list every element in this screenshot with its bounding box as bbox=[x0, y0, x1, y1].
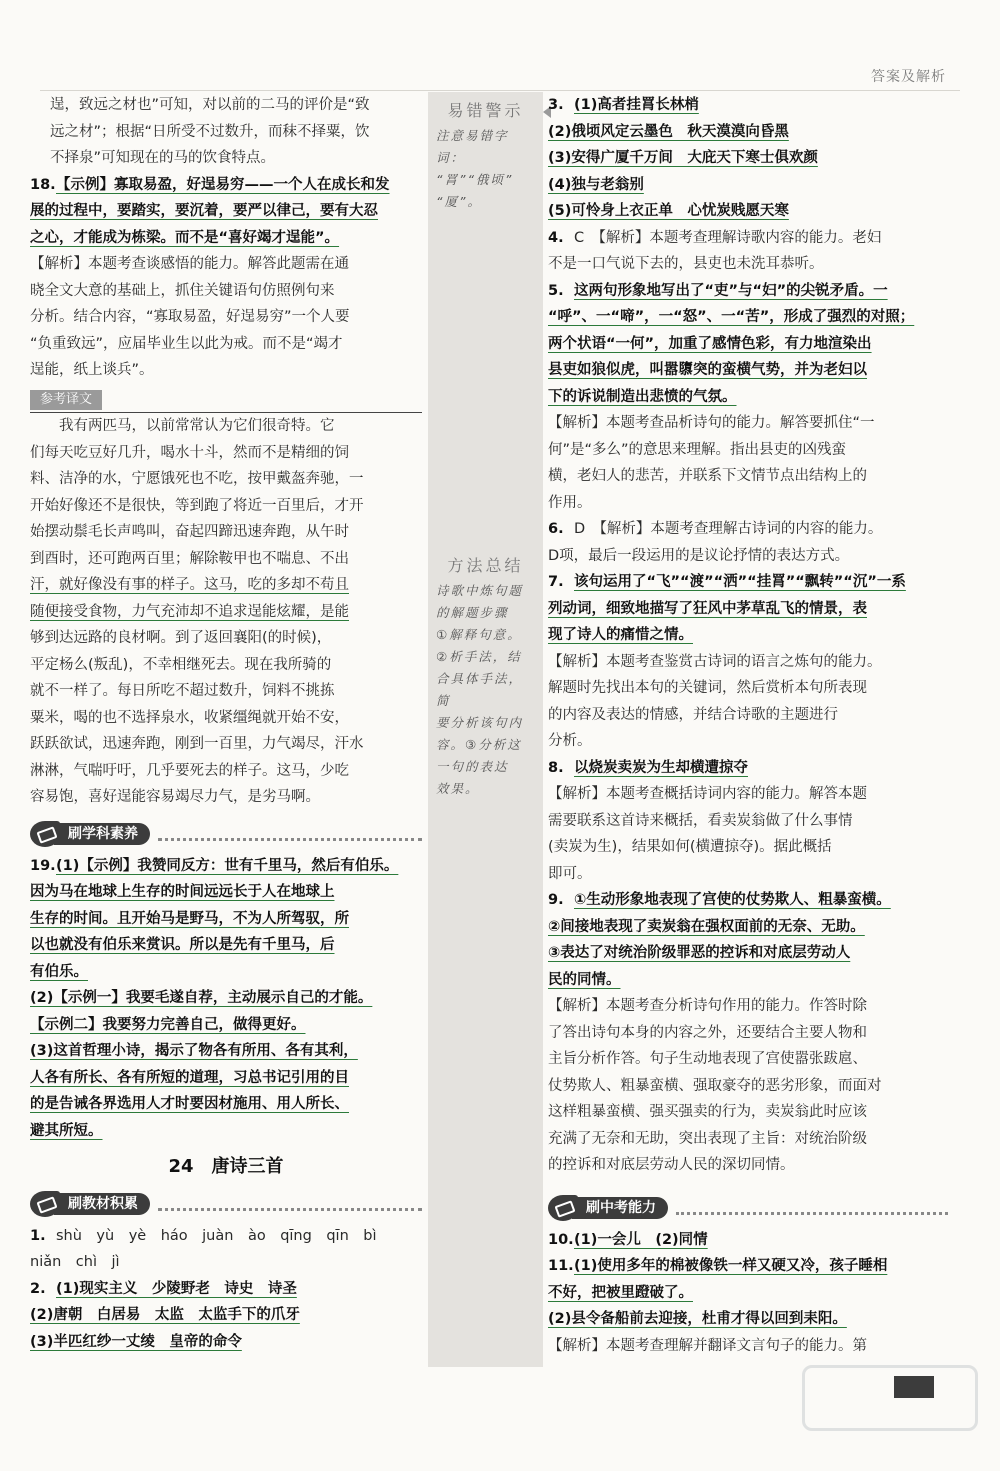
header-label: 答案及解析 bbox=[871, 69, 946, 85]
translation-line: 粟米，喝的也不选择泉水，收紧缰绳就开始不安， bbox=[30, 709, 349, 726]
tip-heading-errors: 易错警示 bbox=[447, 101, 524, 120]
answer-line: (1)【示例】我赞同反方：世有千里马，然后有伯乐。 bbox=[56, 857, 399, 874]
text-line: 远之材”；根据“日所受不过数升，而秣不择粟，饮 bbox=[50, 123, 370, 140]
tip-line: 要分析该句内 bbox=[436, 715, 524, 730]
answer-line: 【示例二】我要努力完善自己，做得更好。 bbox=[30, 1016, 306, 1033]
section-badge-literacy bbox=[30, 819, 422, 849]
question-number: 9. bbox=[548, 892, 564, 908]
answer-line: 【示例】寡取易盈，好逞易穷——一个人在成长和发 bbox=[56, 176, 390, 193]
analysis-line: 【解析】本题考查概括诗词内容的能力。解答本题 bbox=[548, 786, 867, 802]
analysis-line: 【解析】本题考查品析诗句的能力。解答要抓住“一 bbox=[548, 415, 875, 431]
answer-line: (5)可怜身上衣正单 心忧炭贱愿天寒 bbox=[548, 203, 789, 219]
question-number: 18. bbox=[30, 176, 56, 193]
answer-line: (2)【示例一】我要毛遂自荐，主动展示自己的才能。 bbox=[30, 990, 373, 1006]
q17-continuation bbox=[30, 92, 422, 172]
translation-line: 随便接受食物，力气充沛却不追求逞能炫耀，是能 bbox=[30, 603, 349, 620]
text-line: 不择泉”可知现在的马的饮食特点。 bbox=[50, 150, 276, 166]
tip-line: 合具体手法，简 bbox=[436, 671, 524, 708]
answer-line: ③表达了对统治阶级罪恶的控诉和对底层劳动人 bbox=[548, 945, 851, 961]
analysis-line: 不是一口气说下去的，县吏也未洗耳恭听。 bbox=[548, 256, 824, 272]
analysis-line: (卖炭为生)，结果如何(横遭掠夺)。据此概括 bbox=[548, 839, 832, 855]
analysis-line: 逞能，纸上谈兵”。 bbox=[30, 362, 154, 378]
pinyin-line: shù yù yè háo juàn ào qīng qīn bì bbox=[56, 1227, 377, 1244]
tip-body-errors bbox=[428, 121, 543, 217]
question-number: 5. bbox=[548, 282, 564, 299]
right-column bbox=[548, 92, 948, 1359]
question-number: 2. bbox=[30, 1280, 46, 1297]
answer-line: ②间接地表现了卖炭翁在强权面前的无奈、无助。 bbox=[548, 918, 865, 935]
translation-line: 容易饱，喜好逞能容易竭尽力气，是劣马啊。 bbox=[30, 789, 320, 805]
section-badge-textbook bbox=[30, 1189, 422, 1219]
analysis-line: 【解析】本题考查分析诗句作用的能力。作答时除 bbox=[548, 998, 867, 1014]
brush-icon bbox=[30, 821, 60, 847]
translation-line: 我有两匹马，以前常常认为它们很奇特。它 bbox=[59, 418, 335, 434]
left-column bbox=[30, 92, 422, 1355]
header-divider bbox=[40, 90, 960, 91]
translation-line: 料、洁净的水，宁愿饿死也不吃，按甲戴盔奔驰，一 bbox=[30, 471, 364, 487]
section-badge-exam bbox=[548, 1193, 948, 1223]
answer-line: 下的诉说制造出悲愤的气氛。 bbox=[548, 388, 737, 405]
tip-line: ①解释句意。 bbox=[436, 627, 522, 642]
analysis-line: 【解析】本题考查理解并翻译文言句子的能力。第 bbox=[548, 1337, 867, 1354]
answer-line: 这两句形象地写出了“吏”与“妇”的尖锐矛盾。一 bbox=[574, 282, 888, 299]
question-19 bbox=[30, 853, 422, 1145]
answer-line: (3)这首哲理小诗，揭示了物各有所用、各有其利， bbox=[30, 1043, 358, 1059]
translation-text bbox=[30, 413, 422, 811]
tip-line: “厦”。 bbox=[436, 194, 482, 209]
answer-line: 避其所短。 bbox=[30, 1122, 103, 1139]
answer-line: 有伯乐。 bbox=[30, 963, 88, 980]
tip-line: 注意易错字词： bbox=[436, 128, 509, 165]
tip-line: “罥”“俄顷” bbox=[436, 172, 514, 187]
analysis-line: 的内容及表达的情感，并结合诗歌的主题进行 bbox=[548, 706, 838, 723]
translation-label: 参考译文 bbox=[30, 390, 102, 410]
translation-line: 们每天吃豆好几升，喝水十斗，然而不是精细的饲 bbox=[30, 444, 349, 461]
question-number: 1. bbox=[30, 1227, 46, 1244]
answer-line: 不好，把被里蹬破了。 bbox=[548, 1284, 693, 1301]
analysis-line: D项，最后一段运用的是议论抒情的表达方式。 bbox=[548, 547, 850, 564]
tip-line: 一句的表达 bbox=[436, 759, 509, 774]
translation-line: 够到达远路的良材啊。到了返回襄阳(的时候)， bbox=[30, 630, 332, 646]
question-8 bbox=[548, 755, 948, 888]
question-3 bbox=[548, 92, 948, 225]
section-title: 刷教材积累 bbox=[54, 1193, 150, 1215]
text-line: 逞，致远之材也”可知，对以前的二马的评价是“致 bbox=[50, 97, 370, 113]
pinyin-line: niǎn chì jì bbox=[30, 1254, 120, 1270]
question-number: 19. bbox=[30, 857, 56, 874]
question-number: 8. bbox=[548, 759, 564, 776]
analysis-line: 需要联系这首诗来概括，看卖炭翁做了什么事情 bbox=[548, 812, 853, 829]
answer-line: 之心，才能成为栋梁。而不是“喜好竭才逞能”。 bbox=[30, 229, 340, 246]
analysis-line: 何”是“多么”的意思来理解。指出县吏的凶残蛮 bbox=[548, 441, 847, 458]
answer-line: 两个状语“一何”，加重了感情色彩，有力地渲染出 bbox=[548, 335, 872, 352]
question-6 bbox=[548, 516, 948, 569]
dotted-divider bbox=[158, 1196, 422, 1211]
lesson-title: 24 唐诗三首 bbox=[168, 1156, 284, 1177]
answer-line: ①生动形象地表现了宫使的仗势欺人、粗暴蛮横。 bbox=[574, 892, 891, 908]
translation-line: 淋淋，气喘吁吁，几乎要死去的样子。这马，少吃 bbox=[30, 762, 349, 779]
translation-line: 开始好像还不是很快，等到跑了将近一百里后，才开 bbox=[30, 497, 364, 514]
tip-body-method bbox=[428, 576, 543, 804]
question-number: 4. bbox=[548, 229, 564, 246]
question-number: 11. bbox=[548, 1258, 574, 1274]
answer-line: (2)唐朝 白居易 太监 太监手下的爪牙 bbox=[30, 1307, 300, 1323]
answer-line: (3)半匹红纱一丈绫 皇帝的命令 bbox=[30, 1333, 242, 1350]
answer-line: 的是告诫各界选用人才时要因材施用、用人所长、 bbox=[30, 1096, 349, 1112]
tip-line: 的解题步骤 bbox=[436, 605, 509, 620]
analysis-line: 晓全文大意的基础上，抓住关键语句仿照例句来 bbox=[30, 282, 335, 299]
answer-line: 生存的时间。且开始马是野马，不为人所驾驭，所 bbox=[30, 910, 349, 927]
analysis-line: 这样粗暴蛮横、强买强卖的行为，卖炭翁此时应该 bbox=[548, 1104, 867, 1120]
question-11 bbox=[548, 1253, 948, 1359]
watermark-seal bbox=[802, 1365, 978, 1431]
answer-line: (1)高者挂罥长林梢 bbox=[574, 97, 699, 113]
spacer bbox=[428, 217, 543, 547]
answer-line: 列动词，细致地描写了狂风中茅草乱飞的情景，表 bbox=[548, 600, 867, 617]
answer-line: 现了诗人的痛惜之情。 bbox=[548, 627, 693, 643]
question-1 bbox=[30, 1223, 422, 1276]
answer-line: (4)独与老翁别 bbox=[548, 176, 644, 193]
question-number: 3. bbox=[548, 97, 564, 113]
question-4 bbox=[548, 225, 948, 278]
brush-icon bbox=[30, 1191, 60, 1217]
answer-line: (1)使用多年的棉被像铁一样又硬又冷，孩子睡相 bbox=[574, 1258, 888, 1274]
answer-line: “呼”、一“啼”，一“怒”、一“苦”，形成了强烈的对照； bbox=[548, 309, 915, 325]
tip-line: 诗歌中炼句题 bbox=[436, 583, 524, 598]
question-number: 6. bbox=[548, 521, 564, 537]
brush-icon bbox=[548, 1195, 578, 1221]
analysis-line: 作用。 bbox=[548, 494, 592, 511]
analysis-line: 解题时先找出本句的关键词，然后赏析本句所表现 bbox=[548, 680, 867, 696]
dotted-divider bbox=[676, 1200, 948, 1215]
answer-line: 民的同情。 bbox=[548, 971, 621, 988]
analysis-line: 主旨分析作答。句子生动地表现了宫使嚣张跋扈、 bbox=[548, 1051, 867, 1067]
question-9 bbox=[548, 887, 948, 1179]
analysis-line: 即可。 bbox=[548, 865, 592, 882]
answer-line: 因为马在地球上生存的时间远远长于人在地球上 bbox=[30, 884, 335, 900]
question-10 bbox=[548, 1227, 948, 1254]
tip-line: ②析手法，结 bbox=[436, 649, 522, 664]
question-18 bbox=[30, 172, 422, 384]
section-title: 刷中考能力 bbox=[572, 1197, 668, 1219]
question-number: 7. bbox=[548, 574, 564, 590]
analysis-line: 横，老妇人的悲苦，并联系下文情节点出结构上的 bbox=[548, 468, 867, 484]
analysis-line: 分析。 bbox=[548, 733, 592, 749]
translation-line: 汗，就好像没有事的样子。这马，吃的多却不苟且 bbox=[30, 577, 349, 593]
analysis-line: 【解析】本题考查鉴赏古诗词的语言之炼句的能力。 bbox=[548, 653, 882, 670]
translation-line: 跃跃欲试，迅速奔跑，刚到一百里，力气竭尽，汗水 bbox=[30, 736, 364, 752]
answer-line: 展的过程中，要踏实，要沉着，要严以律己，要有大忍 bbox=[30, 203, 378, 219]
translation-line: 平定杨么(叛乱)，不幸相继死去。现在我所骑的 bbox=[30, 656, 332, 673]
analysis-line: D 【解析】本题考查理解古诗词的内容的能力。 bbox=[574, 521, 883, 537]
question-2 bbox=[30, 1276, 422, 1356]
analysis-line: 仗势欺人、粗暴蛮横、强取豪夺的恶劣形象，而面对 bbox=[548, 1077, 882, 1094]
question-number: 10. bbox=[548, 1231, 574, 1248]
tip-heading-method: 方法总结 bbox=[447, 556, 524, 575]
analysis-line: C 【解析】本题考查理解诗歌内容的能力。老妇 bbox=[574, 229, 882, 246]
answer-line: 人各有所长、各有所短的道理，习总书记引用的目 bbox=[30, 1069, 349, 1086]
tips-sidebar bbox=[428, 92, 543, 1367]
answer-line: 以也就没有伯乐来赏识。所以是先有千里马，后 bbox=[30, 937, 335, 953]
answer-line: (3)安得广厦千万间 大庇天下寒士俱欢颜 bbox=[548, 150, 818, 166]
analysis-line: 了答出诗句本身的内容之外，还要结合主要人物和 bbox=[548, 1024, 867, 1041]
answer-line: 以烧炭卖炭为生却横遭掠夺 bbox=[574, 759, 748, 776]
analysis-line: 分析。结合内容，“寡取易盈，好逞易穷”一个人要 bbox=[30, 309, 350, 325]
analysis-line: 充满了无奈和无助，突出表现了主旨：对统治阶级 bbox=[548, 1130, 867, 1147]
tip-line: 效果。 bbox=[436, 781, 480, 796]
answer-line: 县吏如狼似虎，叫嚣隳突的蛮横气势，并为老妇以 bbox=[548, 362, 867, 378]
section-title: 刷学科素养 bbox=[54, 823, 150, 845]
question-7 bbox=[548, 569, 948, 755]
analysis-line: “负重致远”，应届毕业生以此为戒。而不是“竭才 bbox=[30, 335, 343, 352]
answer-line: (2)县令备船前去迎接，杜甫才得以回到耒阳。 bbox=[548, 1311, 847, 1327]
translation-line: 始摆动鬃毛长声鸣叫，奋起四蹄迅速奔跑，从午时 bbox=[30, 524, 349, 540]
translation-line: 就不一样了。每日所吃不超过数升，饲料不挑拣 bbox=[30, 683, 335, 699]
question-5 bbox=[548, 278, 948, 517]
analysis-line: 【解析】本题考查谈感悟的能力。解答此题需在通 bbox=[30, 256, 349, 272]
answer-line: 该句运用了“飞”“渡”“洒”“挂罥”“飘转”“沉”一系 bbox=[574, 574, 906, 590]
translation-line: 到酉时，还可跑两百里；解除鞍甲也不喘息、不出 bbox=[30, 550, 349, 567]
answer-line: (2)俄顷风定云墨色 秋天漠漠向昏黑 bbox=[548, 123, 789, 140]
tip-line: 容。③分析这 bbox=[436, 737, 522, 752]
answer-line: (1)一会儿 (2)同情 bbox=[574, 1231, 708, 1248]
translation-label-bar bbox=[30, 386, 422, 414]
dotted-divider bbox=[158, 826, 422, 841]
answer-line: (1)现实主义 少陵野老 诗史 诗圣 bbox=[56, 1280, 297, 1297]
analysis-line: 的控诉和对底层劳动人民的深切同情。 bbox=[548, 1157, 795, 1173]
